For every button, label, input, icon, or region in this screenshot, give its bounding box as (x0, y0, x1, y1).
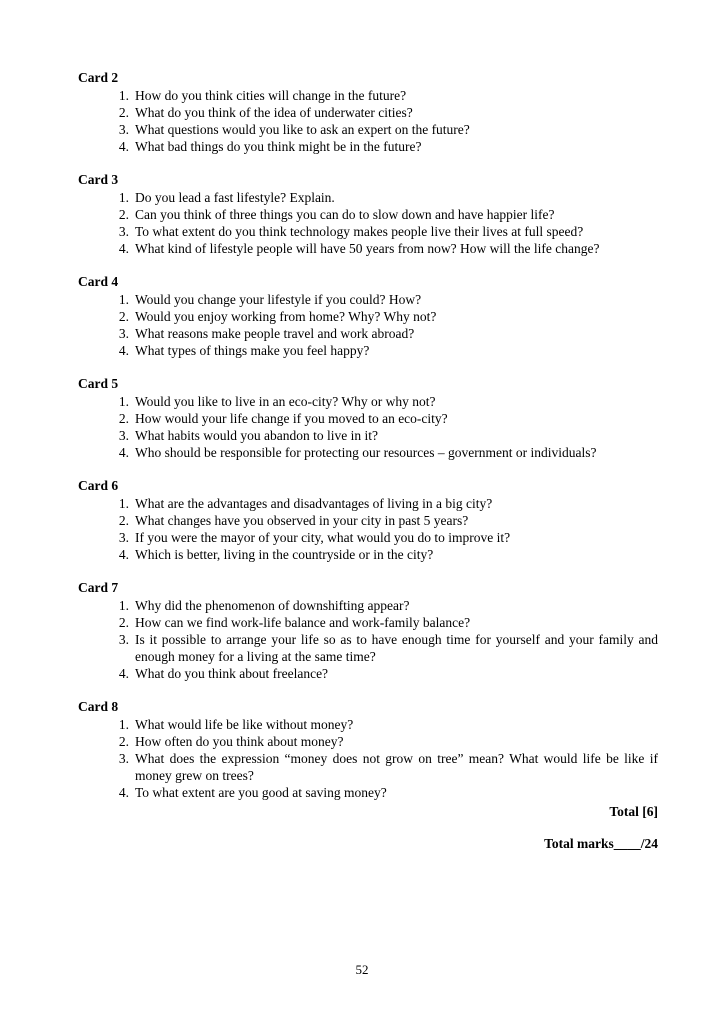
question-text: Do you lead a fast lifestyle? Explain. (135, 190, 335, 205)
total-score: Total [6] (609, 804, 658, 819)
question-list (78, 393, 658, 461)
question-item (78, 665, 658, 682)
question-list (78, 597, 658, 682)
question-number: 3. (118, 530, 129, 545)
question-text: How do you think cities will change in the future? (135, 88, 407, 103)
question-number: 2. (118, 615, 129, 630)
question-item (78, 291, 658, 308)
question-number: 4. (118, 547, 129, 562)
question-text: Can you think of three things you can do to slow down and have happier life? (135, 207, 555, 222)
question-item (78, 716, 658, 733)
question-item (78, 546, 658, 563)
card-title: Card 4 (78, 274, 119, 289)
question-item (78, 104, 658, 121)
question-text: What do you think of the idea of underwater cities? (135, 105, 413, 120)
question-number: 1. (118, 598, 129, 613)
card-title: Card 5 (78, 376, 119, 391)
question-item (78, 223, 658, 240)
question-item (78, 87, 658, 104)
page-number: 52 (355, 962, 369, 977)
question-text: What do you think about freelance? (135, 666, 329, 681)
question-item (78, 750, 658, 784)
card-title: Card 6 (78, 478, 119, 493)
question-text: Which is better, living in the countryside or in the city? (135, 547, 434, 562)
card-section (78, 477, 658, 563)
question-number: 4. (118, 666, 129, 681)
question-list (78, 189, 658, 257)
total-section (78, 803, 658, 853)
question-number: 1. (118, 292, 129, 307)
question-number: 2. (118, 207, 129, 222)
question-number: 3. (118, 751, 129, 766)
question-item (78, 529, 658, 546)
question-list (78, 716, 658, 801)
card-title: Card 8 (78, 699, 119, 714)
question-text: To what extent are you good at saving money? (135, 785, 387, 800)
question-text: What kind of lifestyle people will have 50 years from now? How will the life change? (135, 241, 600, 256)
question-item (78, 512, 658, 529)
question-number: 3. (118, 122, 129, 137)
question-item (78, 121, 658, 138)
question-number: 1. (118, 496, 129, 511)
question-number: 3. (118, 224, 129, 239)
question-item (78, 138, 658, 155)
question-text: Would you like to live in an eco-city? Why or why not? (135, 394, 436, 409)
question-item (78, 614, 658, 631)
question-text: What changes have you observed in your city in past 5 years? (135, 513, 469, 528)
card-section (78, 273, 658, 359)
question-item (78, 733, 658, 750)
question-item (78, 631, 658, 665)
question-text: Who should be responsible for protecting our resources – government or individuals? (135, 445, 597, 460)
total-marks: Total marks____/24 (544, 836, 658, 851)
question-number: 4. (118, 241, 129, 256)
question-text: Would you change your lifestyle if you could? How? (135, 292, 422, 307)
card-section (78, 69, 658, 155)
card-title: Card 3 (78, 172, 119, 187)
question-number: 4. (118, 139, 129, 154)
question-number: 2. (118, 513, 129, 528)
question-number: 4. (118, 343, 129, 358)
question-item (78, 597, 658, 614)
question-number: 4. (118, 445, 129, 460)
question-text: What does the expression “money does not grow on tree” mean? What would life be like if money grew on trees? (135, 751, 658, 783)
question-number: 2. (118, 105, 129, 120)
question-text: How would your life change if you moved to an eco-city? (135, 411, 448, 426)
question-item (78, 427, 658, 444)
question-number: 1. (118, 394, 129, 409)
card-title: Card 7 (78, 580, 119, 595)
question-number: 3. (118, 428, 129, 443)
question-text: How can we find work-life balance and work-family balance? (135, 615, 471, 630)
question-number: 4. (118, 785, 129, 800)
question-text: What bad things do you think might be in the future? (135, 139, 422, 154)
question-number: 2. (118, 411, 129, 426)
question-item (78, 325, 658, 342)
question-number: 1. (118, 190, 129, 205)
question-text: What would life be like without money? (135, 717, 354, 732)
card-title: Card 2 (78, 70, 119, 85)
question-item (78, 342, 658, 359)
question-number: 1. (118, 88, 129, 103)
question-item (78, 189, 658, 206)
question-number: 2. (118, 734, 129, 749)
question-text: How often do you think about money? (135, 734, 344, 749)
question-number: 3. (118, 326, 129, 341)
question-text: What are the advantages and disadvantages of living in a big city? (135, 496, 493, 511)
question-item (78, 495, 658, 512)
question-list (78, 87, 658, 155)
question-number: 3. (118, 632, 129, 647)
question-item (78, 784, 658, 801)
question-text: Would you enjoy working from home? Why? Why not? (135, 309, 437, 324)
question-text: What types of things make you feel happy? (135, 343, 370, 358)
document-body (78, 69, 658, 853)
question-number: 1. (118, 717, 129, 732)
card-section (78, 698, 658, 801)
question-text: If you were the mayor of your city, what would you do to improve it? (135, 530, 511, 545)
question-text: What habits would you abandon to live in it? (135, 428, 378, 443)
question-item (78, 410, 658, 427)
question-text: What questions would you like to ask an expert on the future? (135, 122, 470, 137)
card-section (78, 579, 658, 682)
question-text: Is it possible to arrange your life so as to have enough time for yourself and your family and enough money for a living at the same time? (135, 632, 658, 664)
question-item (78, 206, 658, 223)
card-list (78, 69, 658, 801)
card-section (78, 375, 658, 461)
question-item (78, 240, 658, 257)
question-text: What reasons make people travel and work abroad? (135, 326, 415, 341)
question-number: 2. (118, 309, 129, 324)
question-list (78, 291, 658, 359)
question-item (78, 393, 658, 410)
question-list (78, 495, 658, 563)
question-text: To what extent do you think technology makes people live their lives at full speed? (135, 224, 584, 239)
question-text: Why did the phenomenon of downshifting appear? (135, 598, 410, 613)
question-item (78, 308, 658, 325)
card-section (78, 171, 658, 257)
question-item (78, 444, 658, 461)
